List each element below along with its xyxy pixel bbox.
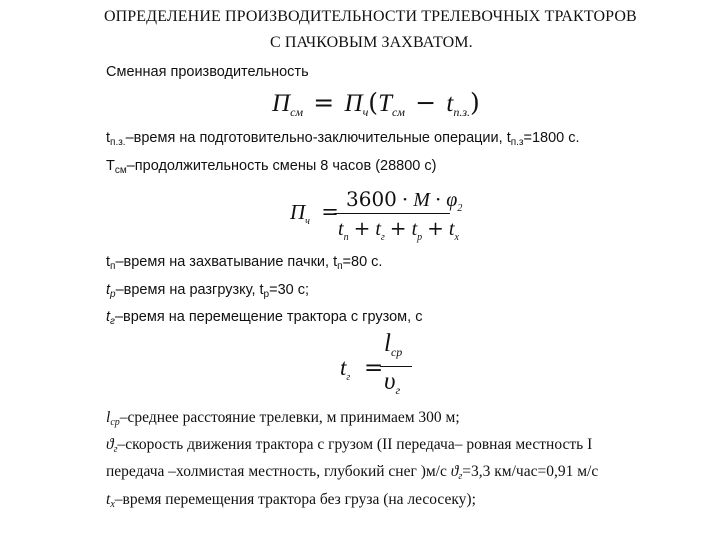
- speed-line2-text: передача –холмистая местность, глубокий снег )м/с: [106, 463, 451, 480]
- formula2-den-t2: t: [375, 218, 381, 240]
- formula1-lhs-sub: см: [290, 105, 304, 119]
- tpz-value: =1800 с.: [523, 130, 580, 146]
- formula2-den-t2-sub: г: [380, 232, 385, 243]
- tp-sub2: п: [337, 261, 343, 272]
- formula2-num-phi: φ: [446, 189, 458, 211]
- speed-sub: г: [113, 444, 118, 455]
- formula3-lhs-group: [340, 355, 383, 383]
- lsr-sub: ср: [110, 417, 120, 428]
- definition-tx: [106, 491, 476, 510]
- tx-sub: х: [110, 499, 115, 510]
- formula2-lhs: П: [290, 200, 306, 224]
- speed-symbol: ϑ: [106, 436, 114, 453]
- formula1-equals: =: [313, 88, 335, 117]
- formula2-lhs-sub: ч: [305, 216, 310, 227]
- formula2-fraction-bar: [334, 213, 450, 214]
- definition-tp: [106, 254, 382, 272]
- formula3-den-sub: г: [395, 383, 401, 397]
- formula1-close-paren: ): [470, 88, 480, 117]
- tx-symbol: t: [106, 491, 111, 508]
- formula2-dot-2: ·: [434, 187, 442, 211]
- formula2-den-t3-sub: р: [417, 232, 423, 243]
- tg-sub: г: [110, 316, 115, 327]
- formula1-minus: −: [415, 88, 437, 117]
- formula2-denominator: [338, 216, 459, 243]
- tp-sub: п: [110, 261, 116, 272]
- formula3-lhs: t: [340, 355, 347, 380]
- formula3-num-sub: ср: [390, 345, 403, 359]
- tg-symbol: t: [106, 309, 111, 325]
- speed-line2-sub: г: [458, 471, 463, 482]
- formula2-plus-3: +: [427, 216, 444, 240]
- formula2-equals: =: [321, 200, 339, 224]
- formula3-denominator: [384, 368, 400, 398]
- formula2-num-phi-sub: 2: [457, 203, 463, 214]
- tr-value: =30 с;: [269, 282, 310, 298]
- formula3-fraction-bar: [380, 366, 412, 367]
- tp-value: =80 с.: [342, 254, 383, 270]
- formula3-lhs-sub: г: [346, 372, 351, 383]
- formula3-numerator: [384, 330, 402, 360]
- formula3-equals: =: [364, 355, 384, 381]
- lsr-symbol: l: [106, 409, 111, 426]
- tsm-text: –продолжительность смены 8 часов (28800 с): [126, 158, 437, 174]
- definition-tsm: [106, 158, 436, 176]
- formula3-num: l: [384, 330, 391, 357]
- formula1-t1-sub: см: [391, 105, 405, 119]
- formula2-den-t4: t: [448, 218, 455, 240]
- formula-shift-productivity: [272, 88, 480, 120]
- shift-productivity-heading: Сменная производительность: [106, 64, 309, 80]
- speed-line2-symbol: ϑ: [450, 463, 459, 480]
- formula2-numerator: [346, 187, 462, 214]
- formula1-open-paren: (: [368, 88, 379, 117]
- formula2-den-t3: t: [411, 218, 418, 240]
- title-line-1: ОПРЕДЕЛЕНИЕ ПРОИЗВОДИТЕЛЬНОСТИ ТРЕЛЕВОЧНЫХ ТРАКТОРОВ: [104, 8, 637, 25]
- formula1-p-sub: ч: [362, 105, 369, 119]
- definition-speed-line-2: [106, 463, 598, 482]
- formula2-den-t4-sub: х: [454, 232, 459, 243]
- tr-sub: р: [110, 289, 116, 300]
- formula1-t2-sub: п.з.: [453, 105, 471, 119]
- formula3-den: υ: [384, 368, 396, 395]
- title-line-2: С ПАЧКОВЫМ ЗАХВАТОМ.: [270, 34, 473, 51]
- tpz-symbol: t: [106, 130, 111, 146]
- tp-symbol: t: [106, 254, 111, 270]
- formula2-lhs-group: [290, 200, 339, 227]
- formula1-lhs: П: [272, 90, 291, 117]
- formula2-plus-1: +: [353, 216, 371, 240]
- formula2-dot-1: ·: [401, 187, 409, 211]
- tr-symbol: t: [106, 282, 111, 298]
- formula2-den-t1: t: [338, 218, 344, 240]
- speed-line2-value: =3,3 км/час=0,91 м/с: [462, 463, 599, 480]
- formula2-num-const: 3600: [346, 187, 397, 211]
- tsm-symbol: Т: [106, 158, 115, 174]
- definition-tpz: [106, 130, 580, 148]
- tp-text: –время на захватывание пачки, t: [115, 254, 338, 270]
- definition-tr: [106, 282, 309, 300]
- tx-text: –время перемещения трактора без груза (на лесосеку);: [114, 491, 476, 508]
- tpz-sub2: п.з: [510, 137, 524, 148]
- tg-text: –время на перемещение трактора с грузом, с: [114, 309, 423, 325]
- lsr-text: –среднее расстояние трелевки, м принимаем 300 м;: [119, 409, 460, 426]
- formula2-num-m: M: [413, 189, 430, 211]
- definition-tg: [106, 309, 422, 327]
- speed-text: –скорость движения трактора с грузом (II передача– ровная местность I: [117, 436, 593, 453]
- definition-lsr: [106, 409, 460, 428]
- formula1-t2: t: [446, 90, 454, 117]
- tr-text: –время на разгрузку, t: [115, 282, 264, 298]
- definition-speed-line-1: [106, 436, 592, 455]
- formula2-den-t1-sub: п: [343, 232, 349, 243]
- tsm-sub: см: [114, 165, 127, 176]
- formula1-p: П: [344, 90, 363, 117]
- tpz-sub: п.з.: [110, 137, 126, 148]
- formula2-plus-2: +: [389, 216, 407, 240]
- formula1-t1: T: [378, 90, 392, 117]
- tpz-text: –время на подготовительно-заключительные операции, t: [125, 130, 511, 146]
- tr-sub2: р: [263, 289, 270, 300]
